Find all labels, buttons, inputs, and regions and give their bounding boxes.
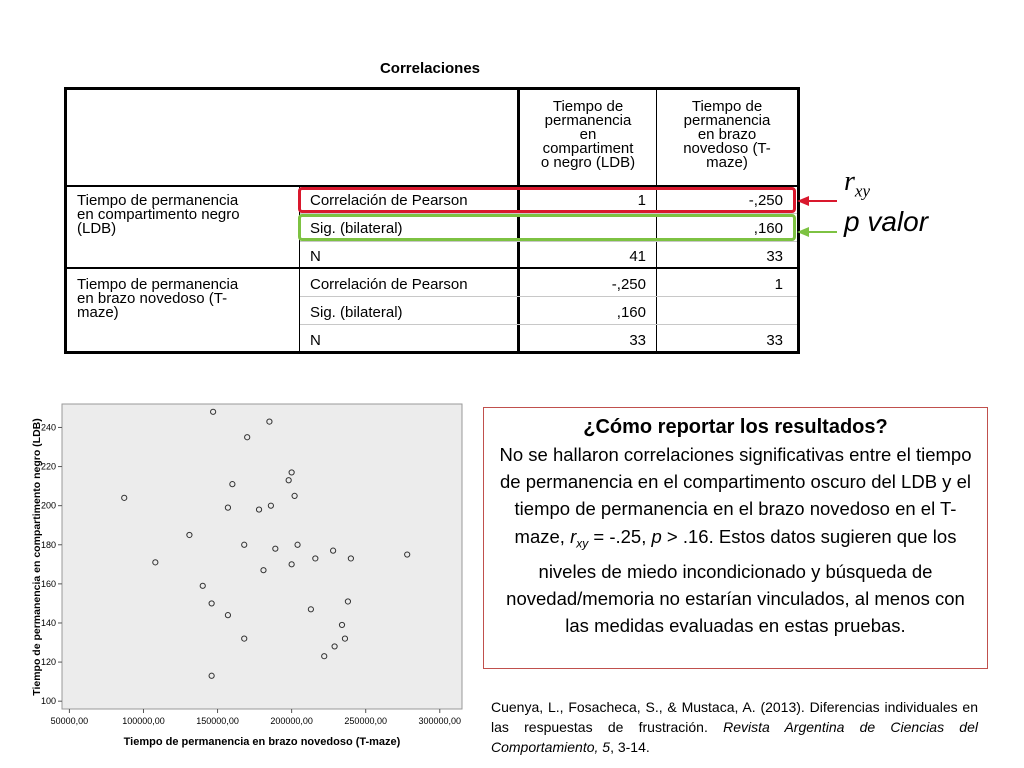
plot-area	[62, 404, 462, 709]
table-title: Correlaciones	[379, 60, 481, 77]
x-axis-label: Tiempo de permanencia en brazo novedoso (T-maze)	[123, 736, 401, 748]
y-tick-label: 180	[40, 539, 56, 550]
pvalue-annotation: p valor	[844, 206, 929, 237]
stat-name: Sig. (bilateral)	[310, 304, 403, 321]
x-axis	[51, 709, 461, 726]
table-cell: 33	[766, 332, 783, 349]
stat-name: Sig. (bilateral)	[310, 220, 403, 237]
y-tick-label: 100	[40, 696, 56, 707]
results-text: No se hallaron correlaciones significativas entre el tiempo de permanencia en el compartimento oscuro del LDB y el tiempo de permanencia en el brazo novedoso en el T-maze, $r_{xy} = -.25$, p > .16. Estos datos sugieren que los niveles de miedo incondicionado y búsqueda de novedad/memoria no estarían vinculados, al menos con las medidas evaluadas en estas pruebas.	[499, 444, 972, 636]
stat-name: N	[310, 332, 321, 349]
citation: Cuenya, L., Fosacheca, S., & Mustaca, A. (2013). Diferencias individuales en las respuestas de frustración. Revista Argentina de Ciencias del Comportamiento, 5, 3-14.	[491, 699, 978, 755]
table-cell: 33	[766, 248, 783, 265]
row-label-tmaze: Tiempo de permanencia en brazo novedoso (T- maze)	[77, 276, 239, 321]
x-tick-label: 250000,00	[344, 716, 387, 726]
column-header-tmaze: Tiempo de permanencia en brazo novedoso (T- maze)	[683, 98, 771, 171]
x-tick-label: 150000,00	[196, 716, 239, 726]
y-tick-label: 200	[40, 500, 56, 511]
stat-name: Correlación de Pearson	[310, 192, 468, 209]
y-axis	[41, 422, 62, 706]
column-header-ldb: Tiempo de permanencia en compartiment o negro (LDB)	[540, 98, 636, 171]
table-cell: 41	[629, 248, 646, 265]
y-tick-label: 240	[40, 422, 56, 433]
green-arrow-line	[807, 231, 837, 233]
table-cell: ,160	[616, 304, 646, 321]
x-tick-label: 50000,00	[50, 716, 89, 726]
table-cell: 1	[774, 276, 783, 293]
y-axis-label: Tiempo de permanencia en compartimento negro (LDB)	[31, 418, 43, 696]
x-tick-label: 300000,00	[418, 716, 462, 726]
row-label-ldb: Tiempo de permanencia en compartimento negro (LDB)	[77, 192, 240, 237]
y-tick-label: 120	[40, 657, 56, 668]
stat-name: Correlación de Pearson	[310, 276, 468, 293]
red-arrow-line	[807, 200, 837, 202]
table-cell: 1	[637, 192, 646, 209]
y-tick-label: 220	[40, 461, 56, 472]
table-cell: ,160	[753, 220, 783, 237]
table-cell: -,250	[748, 192, 783, 209]
table-cell: 33	[629, 332, 646, 349]
results-heading: ¿Cómo reportar los resultados?	[583, 416, 888, 438]
y-tick-label: 160	[40, 578, 56, 589]
stat-name: N	[310, 248, 321, 265]
rxy-annotation: $r_{xy}$	[844, 166, 870, 201]
x-tick-label: 100000,00	[122, 716, 165, 726]
scatter-plot	[0, 0, 480, 768]
results-box	[483, 407, 988, 669]
x-tick-label: 200000,00	[270, 716, 313, 726]
table-cell: -,250	[611, 276, 646, 293]
y-tick-label: 140	[40, 617, 56, 628]
